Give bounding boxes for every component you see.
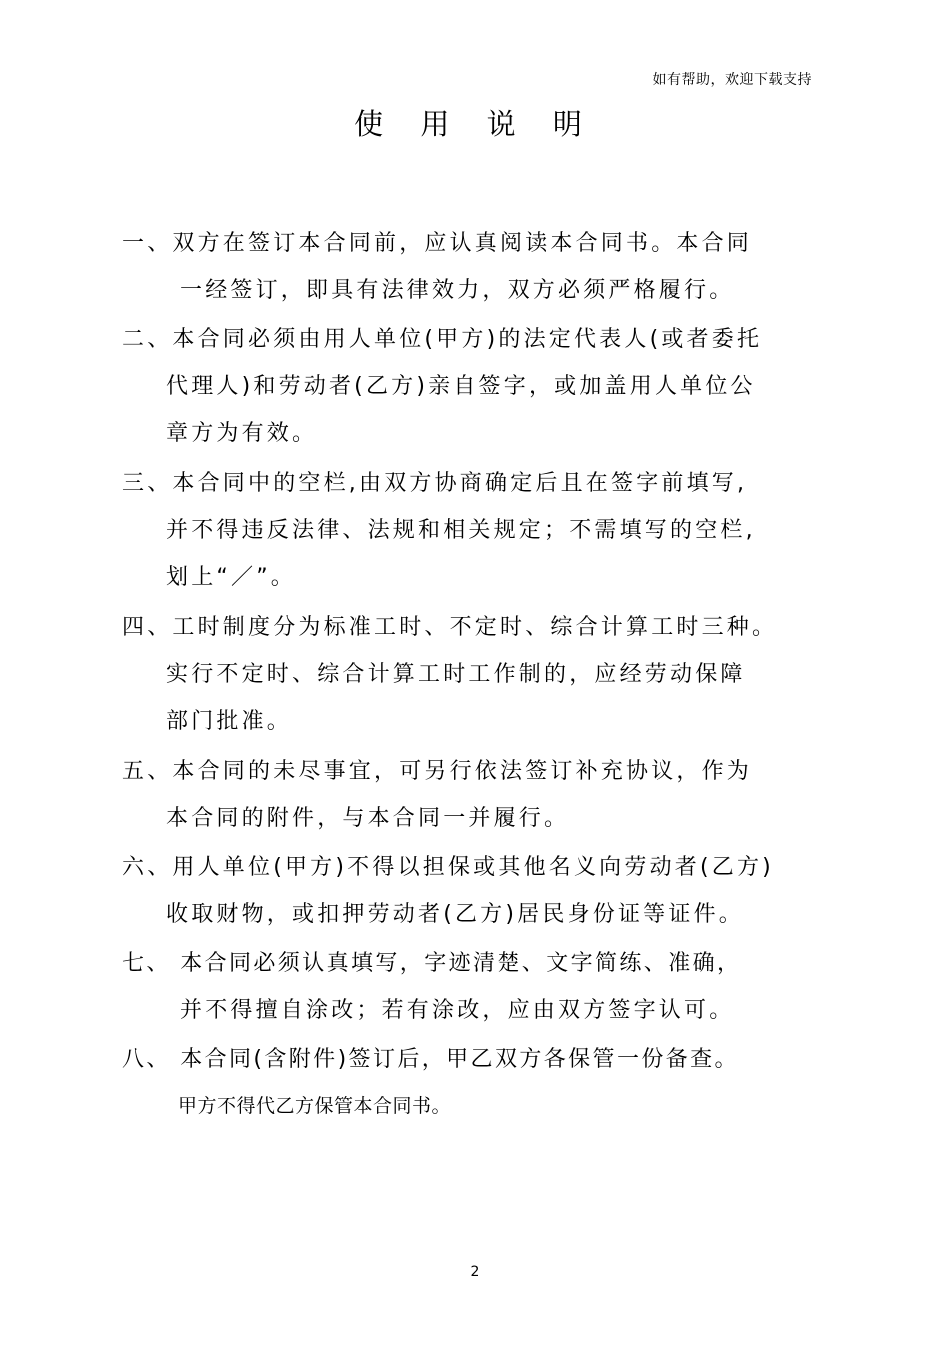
instruction-item-2	[122, 316, 842, 457]
item-7-line-2: 并不得擅自涂改；若有涂改，应由双方签字认可。	[180, 998, 735, 1023]
item-2-line-3: 章方为有效。	[166, 421, 318, 446]
item-8-line-2: 甲方不得代乙方保管本合同书。	[178, 1095, 452, 1117]
item-4-line-1: 四、工时制度分为标准工时、不定时、综合计算工时三种。	[122, 615, 778, 640]
item-4-line-2: 实行不定时、综合计算工时工作制的，应经劳动保障	[166, 662, 746, 687]
item-3-line-2: 并不得违反法律、法规和相关规定；不需填写的空栏,	[166, 518, 756, 543]
item-3-line-1: 三、本合同中的空栏,由双方协商确定后且在签字前填写,	[122, 471, 748, 496]
item-8-line-1: 八、 本合同(含附件)签订后，甲乙双方各保管一份备查。	[122, 1047, 739, 1072]
instruction-item-1	[122, 220, 842, 314]
page-title: 使 用 说 明	[354, 107, 596, 141]
item-1-line-1: 一、双方在签订本合同前，应认真阅读本合同书。本合同	[122, 231, 753, 256]
instruction-item-3	[122, 460, 842, 601]
header-note: 如有帮助，欢迎下载支持	[652, 72, 812, 88]
instruction-item-4	[122, 604, 842, 745]
item-5-line-1: 五、本合同的未尽事宜，可另行依法签订补充协议，作为	[122, 759, 753, 784]
item-4-line-3: 部门批准。	[166, 709, 293, 734]
item-6-line-1: 六、用人单位(甲方)不得以担保或其他名义向劳动者(乙方)	[122, 855, 774, 880]
instruction-item-6	[122, 844, 842, 938]
instruction-item-5	[122, 748, 842, 842]
item-1-line-2: 一经签订，即具有法律效力，双方必须严格履行。	[180, 278, 735, 303]
item-5-line-2: 本合同的附件，与本合同一并履行。	[166, 806, 570, 831]
item-7-line-1: 七、 本合同必须认真填写，字迹清楚、文字简练、准确，	[122, 951, 742, 976]
instruction-item-8	[122, 1036, 842, 1130]
page-number: 2	[470, 1264, 480, 1280]
item-3-line-3: 划上“／”。	[166, 565, 296, 590]
item-6-line-2: 收取财物，或扣押劳动者(乙方)居民身份证等证件。	[166, 902, 744, 927]
item-2-line-1: 二、本合同必须由用人单位(甲方)的法定代表人(或者委托	[122, 327, 763, 352]
item-2-line-2: 代理人)和劳动者(乙方)亲自签字，或加盖用人单位公	[166, 374, 756, 399]
instruction-item-7	[122, 940, 842, 1034]
